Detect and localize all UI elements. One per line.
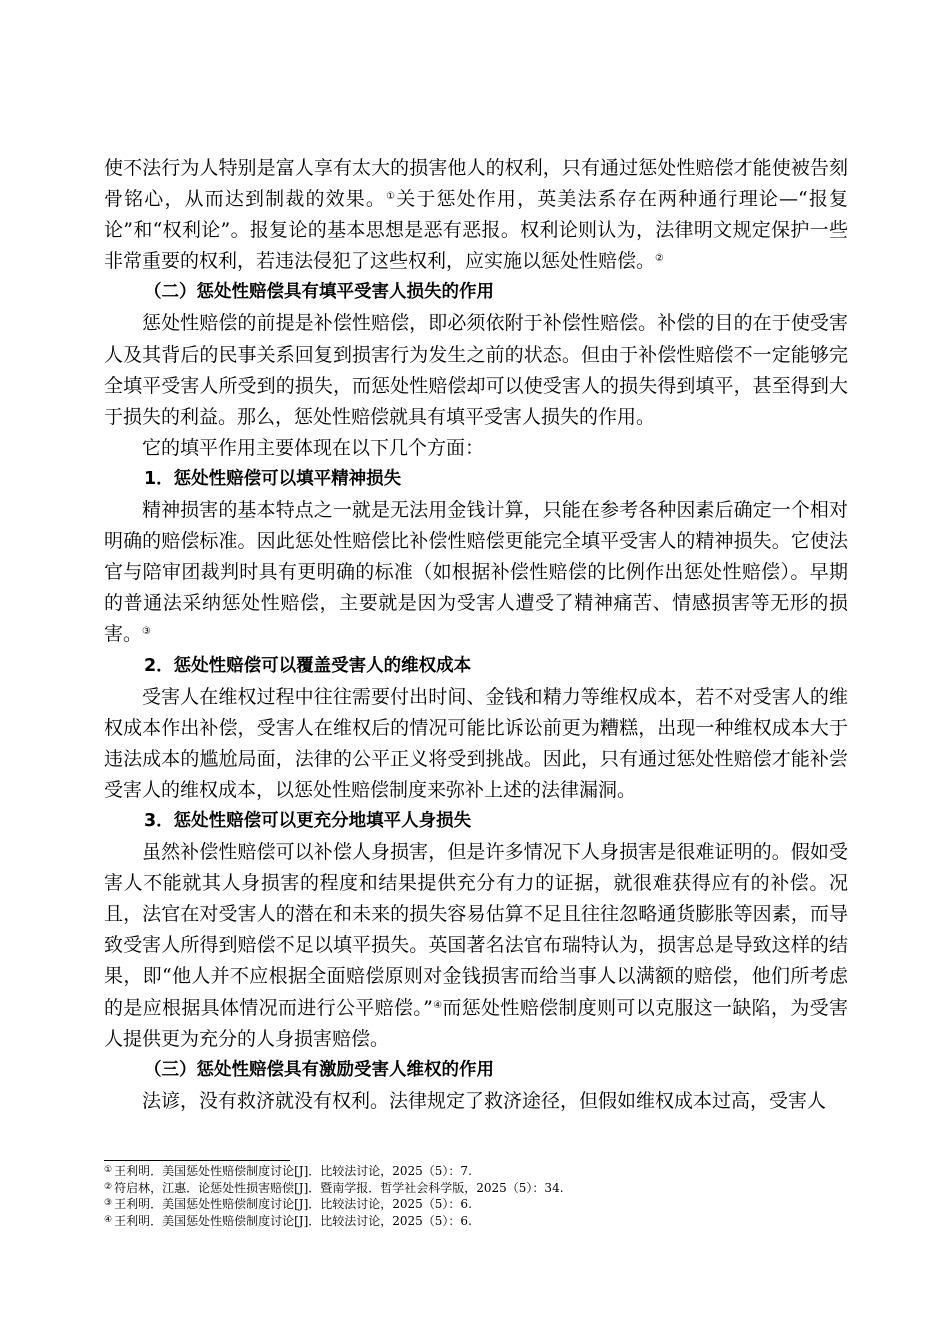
footnote-ref-1: ① (386, 191, 397, 203)
footnote-ref-2: ② (655, 253, 664, 265)
footnote-3: ③ 王利明．美国惩处性赔偿制度讨论[J]．比较法讨论，2025（5）：6. (104, 1197, 472, 1211)
paragraph: 它的填平作用主要体现在以下几个方面： (142, 436, 485, 459)
paragraph: 虽然补偿性赔偿可以补偿人身损害，但是许多情况下人身损害是很难证明的。假如受害人不能就其人身损害的程度和结果提供充分有力的证据，就很难获得应有的补偿。况且，法官在对受害人的潜在和未来的损失容易估算不足且往往忽略通货膨胀等因素，而导致受害人所得到赔偿不足以填平损失。英国著名法官布瑞特认为，损害总是导致这样的结果，即“他人并不应根据全面赔偿原则对金钱损害而给当事人以满额的赔偿，他们所考虑的是应根据具体情况而进行公平赔偿。”④而惩处性赔偿制度则可以克服这一缺陷，为受害人提供更为充分的人身损害赔偿。 (104, 841, 848, 1050)
footnote-ref-3: ③ (142, 626, 151, 638)
subheading-1: 1．惩处性赔偿可以填平精神损失 (144, 468, 402, 489)
footnote-ref-4: ④ (432, 999, 443, 1011)
footnotes (104, 1163, 848, 1229)
paragraph: 使不法行为人特别是富人享有太大的损害他人的权利，只有通过惩处性赔偿才能使被告刻骨铭心，从而达到制裁的效果。①关于惩处作用，英美法系存在两种通行理论—“报复论”和“权利论”。报复论的基本思想是恶有恶报。权利论则认为，法律明文规定保护一些非常重要的权利，若违法侵犯了这些权利，应实施以惩处性赔偿。② (104, 157, 848, 273)
subheading-3: 3．惩处性赔偿可以更充分地填平人身损失 (144, 810, 472, 831)
paragraph: 法谚，没有救济就没有权利。法律规定了救济途径，但假如维权成本过高，受害人 (142, 1089, 827, 1112)
paragraph: 惩处性赔偿的前提是补偿性赔偿，即必须依附于补偿性赔偿。补偿的目的在于使受害人及其背后的民事关系回复到损害行为发生之前的状态。但由于补偿性赔偿不一定能够完全填平受害人所受到的损失，而惩处性赔偿却可以使受害人的损失得到填平，甚至得到大于损失的利益。那么，惩处性赔偿就具有填平受害人损失的作用。 (104, 312, 848, 428)
paragraph: 受害人在维权过程中往往需要付出时间、金钱和精力等维权成本，若不对受害人的维权成本作出补偿，受害人在维权后的情况可能比诉讼前更为糟糕，出现一种维权成本大于违法成本的尴尬局面，法律的公平正义将受到挑战。因此，只有通过惩处性赔偿才能补尝受害人的维权成本，以惩处性赔偿制度来弥补上述的法律漏洞。 (104, 685, 848, 801)
section-heading-2: （二）惩处性赔偿具有填平受害人损失的作用 (144, 282, 494, 303)
subheading-2: 2．惩处性赔偿可以覆盖受害人的维权成本 (144, 655, 472, 676)
footnote-4: ④ 王利明．美国惩处性赔偿制度讨论[J]．比较法讨论，2025（5）：6. (104, 1213, 472, 1228)
footnote-1: ① 王利明．美国惩处性赔偿制度讨论[J]．比较法讨论，2025（5）：7. (104, 1164, 472, 1178)
paragraph: 精神损害的基本特点之一就是无法用金钱计算，只能在参考各种因素后确定一个相对明确的赔偿标准。因此惩处性赔偿比补偿性赔偿更能完全填平受害人的精神损失。它使法官与陪审团裁判时具有更明确的标准（如根据补偿性赔偿的比例作出惩处性赔偿）。早期的普通法采纳惩处性赔偿，主要就是因为受害人遭受了精神痛苦、情感损害等无形的损害。③ (104, 499, 848, 646)
section-heading-3: （三）惩处性赔偿具有激励受害人维权的作用 (144, 1059, 494, 1080)
footnote-divider (104, 1160, 290, 1161)
footnote-2: ② 符启林，江惠．论惩处性损害赔偿[J]．暨南学报．哲学社会科学版，2025（5）：34. (104, 1180, 564, 1195)
body-text (104, 153, 848, 1117)
